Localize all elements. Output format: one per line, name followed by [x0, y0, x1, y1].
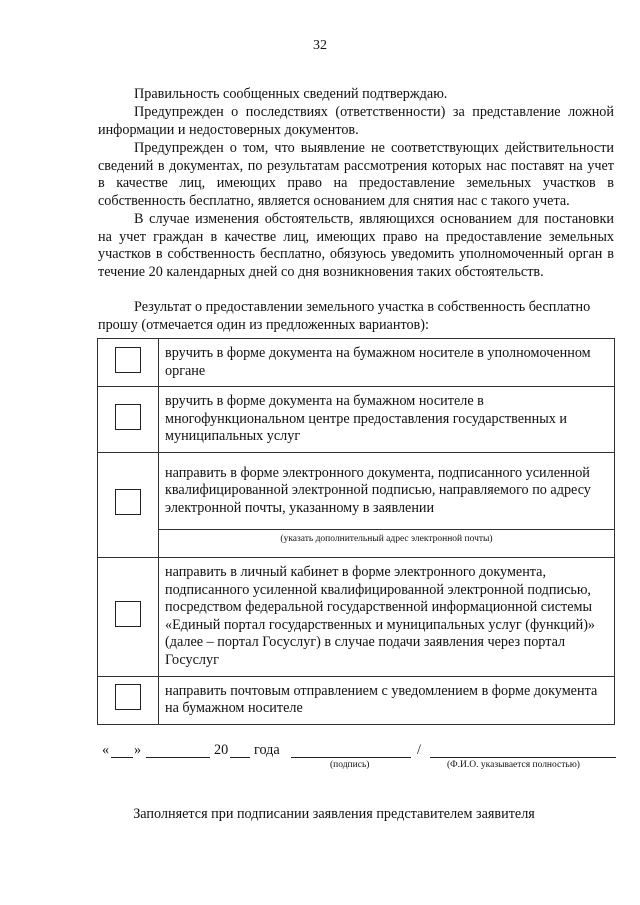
confirmation-paragraph: Правильность сообщенных сведений подтверждаю.: [134, 86, 448, 102]
delivery-options-table: [97, 338, 615, 725]
option-checkbox-email[interactable]: [115, 489, 141, 515]
year-suffix: года: [254, 742, 280, 758]
option-label-email: направить в форме электронного документа, подписанного усиленной квалифицированной электронной подписью, направляемого по адресу электронной почты, указанному в заявлении: [159, 452, 615, 529]
option-row: [98, 676, 615, 724]
fio-caption: (Ф.И.О. указывается полностью): [447, 760, 580, 770]
email-address-field[interactable]: (указать дополнительный адрес электронной почты): [159, 529, 615, 557]
year-prefix: 20: [214, 742, 229, 758]
liability-paragraph: Предупрежден о последствиях (ответственности) за представление ложной информации и недостоверных документов.: [98, 104, 614, 138]
option-label-gosuslugi: направить в личный кабинет в форме электронного документа, подписанного усиленной квалифицированной электронной подписью, посредством федеральной государственной информационной системы «Единый портал государственных и муниципальных услуг (функций)» (далее – портал Госуслуг) в случае подачи заявления через портал Госуслуг: [159, 557, 615, 676]
change-notification-paragraph: В случае изменения обстоятельств, являющихся основанием для постановки на учет граждан в качестве лиц, имеющих право на предоставление земельных участков в собственность бесплатно, обязуюсь уведомить уполномоченный орган в течение 20 календарных дней со дня возникновения таких обстоятельств.: [98, 211, 614, 280]
deregistration-warning-paragraph: Предупрежден о том, что выявление не соответствующих действительности сведений в документах, по результатам рассмотрения которых нас поставят на учет в качестве лиц, имеющих право на предоставление земельных участков в собственность бесплатно, является основанием для снятия нас с такого учета.: [98, 140, 614, 209]
signature-slash: /: [417, 742, 421, 758]
option-checkbox-post[interactable]: [115, 684, 141, 710]
result-request-paragraph: Результат о предоставлении земельного участка в собственность бесплатно прошу (отмечается один из предложенных вариантов):: [98, 299, 591, 333]
signature-blank[interactable]: [291, 757, 411, 758]
signature-caption: (подпись): [330, 760, 370, 770]
option-checkbox-authority[interactable]: [115, 347, 141, 373]
option-label-authority: вручить в форме документа на бумажном носителе в уполномоченном органе: [159, 339, 615, 387]
year-blank[interactable]: [230, 757, 250, 758]
option-label-post: направить почтовым отправлением с уведомлением в форме документа на бумажном носителе: [159, 676, 615, 724]
option-row: [98, 529, 615, 557]
fio-blank[interactable]: [430, 757, 616, 758]
month-blank[interactable]: [146, 757, 210, 758]
representative-section-heading: Заполняется при подписании заявления представителем заявителя: [133, 806, 535, 822]
option-checkbox-gosuslugi[interactable]: [115, 601, 141, 627]
date-quote-close: »: [134, 742, 142, 758]
option-label-mfc: вручить в форме документа на бумажном носителе в многофункциональном центре предоставления государственных и муниципальных услуг: [159, 387, 615, 453]
option-row: [98, 557, 615, 676]
day-blank[interactable]: [111, 757, 133, 758]
option-row: [98, 339, 615, 387]
date-quote-open: «: [102, 742, 110, 758]
option-row: [98, 452, 615, 529]
page-number: 32: [313, 38, 327, 53]
option-checkbox-mfc[interactable]: [115, 404, 141, 430]
option-row: [98, 387, 615, 453]
